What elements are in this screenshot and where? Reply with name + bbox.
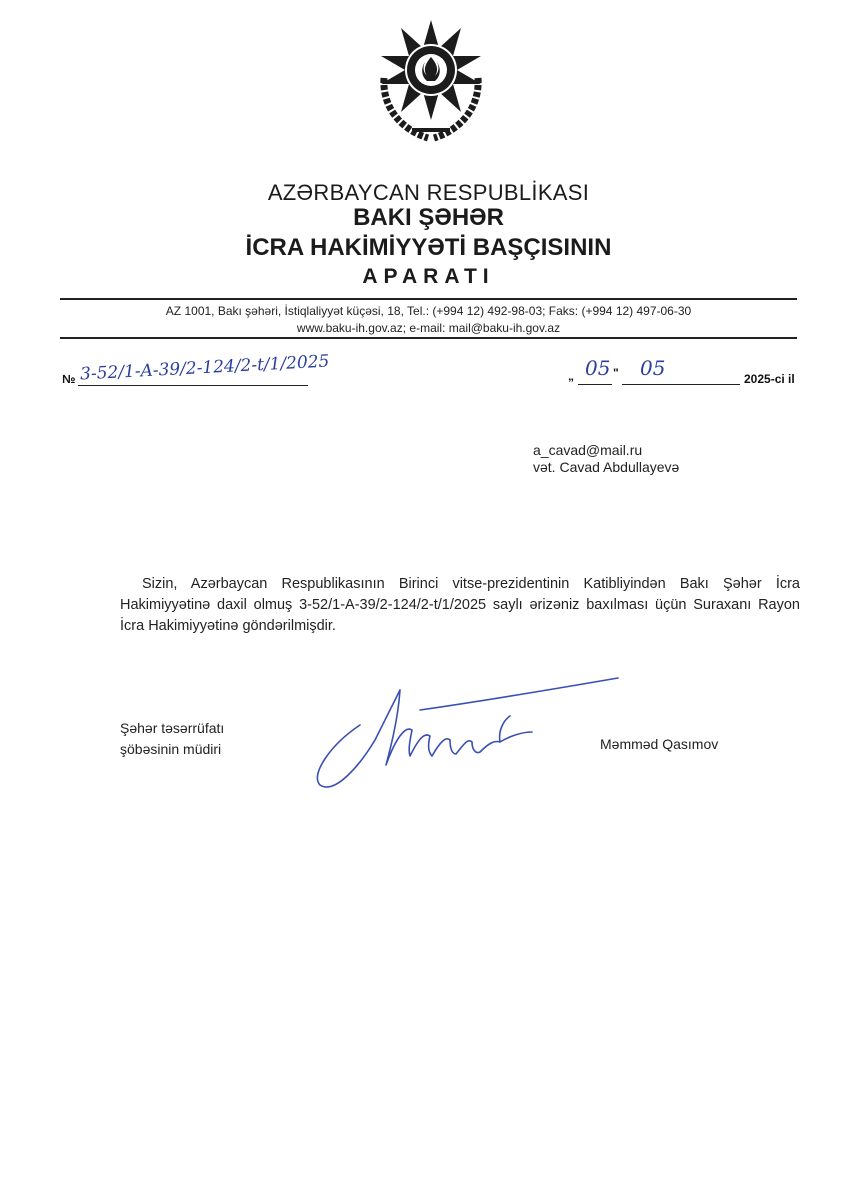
date-open-quote: „ <box>568 369 574 383</box>
number-underline <box>78 385 308 386</box>
date-close-quote: " <box>613 366 619 380</box>
date-day: 05 <box>585 356 611 380</box>
position-line-1: Şəhər təsərrüfatı <box>120 720 225 736</box>
month-underline <box>622 384 740 385</box>
number-label: № <box>62 372 76 386</box>
header-office: APARATI <box>362 265 495 288</box>
letter-body: Sizin, Azərbaycan Respublikasının Birinci vitse-prezidentinin Katibliyindən Bakı Şəhər İcra Hakimiyyətinə daxil olmuş 3-52/1-A-39/2-124/2-t/1/2025 saylı ərizəniz baxılması üçün Suraxanı Rayon İcra Hakimiyyətinə göndərilmişdir. <box>120 576 800 634</box>
state-emblem-icon <box>372 18 490 146</box>
date-year: 2025-ci il <box>744 372 795 386</box>
handwritten-signature <box>300 670 630 800</box>
recipient-email: a_cavad@mail.ru <box>533 442 643 458</box>
day-underline <box>578 384 612 385</box>
number-value: 3-52/1-A-39/2-124/2-t/1/2025 <box>79 351 330 385</box>
contact-web: www.baku-ih.gov.az; e-mail: mail@baku-ih.gov.az <box>296 321 561 335</box>
signatory-name: Məmməd Qasımov <box>600 736 719 752</box>
date-month: 05 <box>640 356 666 380</box>
recipient-name: vət. Cavad Abdullayevə <box>533 459 680 475</box>
bottom-divider <box>60 337 797 339</box>
header-country: AZƏRBAYCAN RESPUBLİKASI <box>267 180 590 205</box>
position-line-2: şöbəsinin müdiri <box>120 741 222 757</box>
header-city: BAKI ŞƏHƏR <box>353 204 504 231</box>
top-divider <box>60 298 797 300</box>
header-department: İCRA HAKİMİYYƏTİ BAŞÇISININ <box>245 234 612 261</box>
contact-address: AZ 1001, Bakı şəhəri, İstiqlaliyyət küçəsi, 18, Tel.: (+994 12) 492-98-03; Faks: (+994 12) 497-06-30 <box>165 304 692 318</box>
signatory-position <box>120 718 224 760</box>
